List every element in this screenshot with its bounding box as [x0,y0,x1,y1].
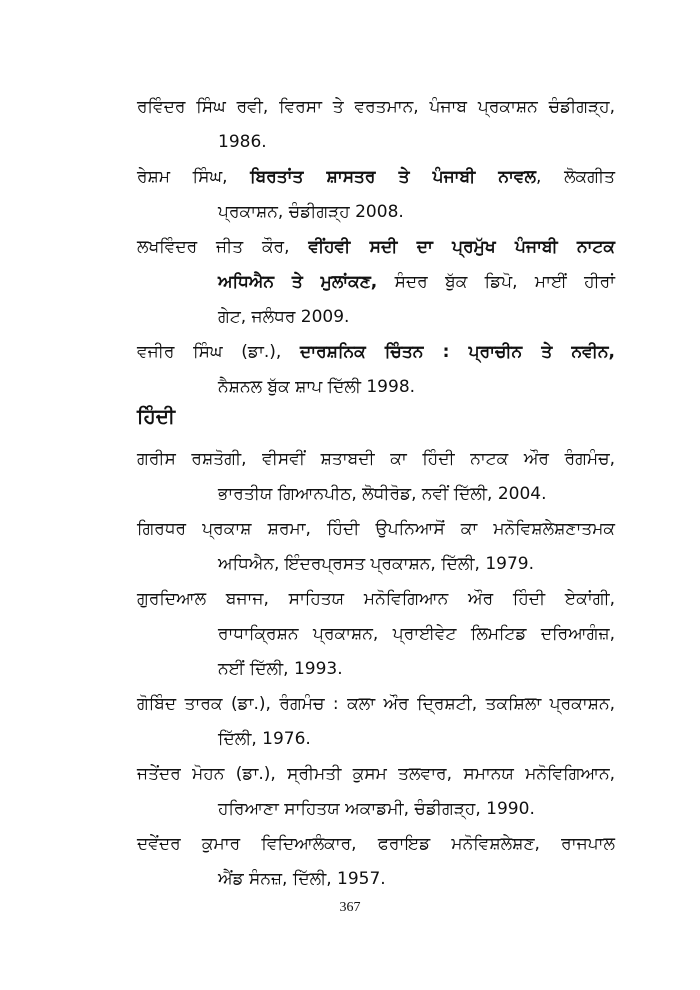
bibliography-entry-line: ਗੇਟ, ਜਲੰਧਰ 2009. [218,307,350,327]
bibliography-entry-line: ਰੇਸ਼ਮ ਸਿੰਘ, ਬਿਰਤਾਂਤ ਸ਼ਾਸਤਰ ਤੇ ਪੰਜਾਬੀ ਨਾਵਲ, ਲੋਕਗੀਤ [137,167,615,187]
bibliography-entry-line: ਰਾਧਾਕ੍ਰਿਸ਼ਨ ਪ੍ਰਕਾਸ਼ਨ, ਪ੍ਰਾਈਵੇਟ ਲਿਮਟਿਡ ਦਰਿਆਗੰਜ਼, [218,624,615,644]
bibliography-entry-line: ਦਵੇਂਦਰ ਕੁਮਾਰ ਵਿਦਿਆਲੰਕਾਰ, ਫਰਾਇਡ ਮਨੋਵਿਸ਼ਲੇਸ਼ਣ, ਰਾਜਪਾਲ [137,834,615,854]
bibliography-entry-line: ਗੁਰਦਿਆਲ ਬਜਾਜ, ਸਾਹਿਤਯ ਮਨੋਵਿਗਿਆਨ ਔਰ ਹਿੰਦੀ ਏਕਾਂਗੀ, [137,589,615,609]
bibliography-entry-line: ਵਜੀਰ ਸਿੰਘ (ਡਾ.), ਦਾਰਸ਼ਨਿਕ ਚਿੰਤਨ : ਪ੍ਰਾਚੀਨ ਤੇ ਨਵੀਨ, [137,342,615,362]
bibliography-entry-line: ਪ੍ਰਕਾਸ਼ਨ, ਚੰਡੀਗੜ੍ਹ 2008. [218,202,404,222]
section-heading: ਹਿੰਦੀ [137,404,175,428]
bibliography-entry-line: ਨੈਸ਼ਨਲ ਬੁੱਕ ਸ਼ਾਪ ਦਿੱਲੀ 1998. [218,377,416,397]
page-number: 367 [339,900,361,915]
bibliography-entry-line: ਅਧਿਐਨ, ਇੰਦਰਪ੍ਰਸਤ ਪ੍ਰਕਾਸ਼ਨ, ਦਿੱਲੀ, 1979. [218,554,535,574]
bibliography-entry-line: ਹਰਿਆਣਾ ਸਾਹਿਤਯ ਅਕਾਡਮੀ, ਚੰਡੀਗੜ੍ਹ, 1990. [218,799,535,819]
bibliography-entry-line: ਨਈਂ ਦਿੱਲੀ, 1993. [218,659,343,679]
bibliography-entry-line: ਐਂਡ ਸੰਨਜ਼, ਦਿੱਲੀ, 1957. [218,869,386,889]
bibliography-entry-line: ਗਰੀਸ ਰਸ਼ਤੋਗੀ, ਵੀਸਵੀਂ ਸ਼ਤਾਬਦੀ ਕਾ ਹਿੰਦੀ ਨਾਟਕ ਔਰ ਰੰਗਮੰਚ, [137,449,615,469]
bibliography-entry-line: ਗਿਰਧਰ ਪ੍ਰਕਾਸ਼ ਸ਼ਰਮਾ, ਹਿੰਦੀ ਉਪਨਿਆਸੋਂ ਕਾ ਮਨੋਵਿਸ਼ਲੇਸ਼ਣਾਤਮਕ [137,519,615,539]
bibliography-entry-line: ਭਾਰਤੀਯ ਗਿਆਨਪੀਠ, ਲੋਧੀਰੋਡ, ਨਵੀਂ ਦਿੱਲੀ, 2004. [218,484,547,504]
bibliography-entry-line: ਗੋਬਿੰਦ ਤਾਰਕ (ਡਾ.), ਰੰਗਮੰਚ : ਕਲਾ ਔਰ ਦ੍ਰਿਸ਼ਟੀ, ਤਕਸ਼ਿਲਾ ਪ੍ਰਕਾਸ਼ਨ, [137,694,615,714]
bibliography-entry-line: ਰਵਿੰਦਰ ਸਿੰਘ ਰਵੀ, ਵਿਰਸਾ ਤੇ ਵਰਤਮਾਨ, ਪੰਜਾਬ ਪ੍ਰਕਾਸ਼ਨ ਚੰਡੀਗੜ੍ਹ, [137,97,615,117]
bibliography-entry-line: ਲਖਵਿੰਦਰ ਜੀਤ ਕੌਰ, ਵੀਂਹਵੀ ਸਦੀ ਦਾ ਪ੍ਰਮੁੱਖ ਪੰਜਾਬੀ ਨਾਟਕ [137,237,615,257]
bibliography-entry-line: ਜਤੇਂਦਰ ਮੋਹਨ (ਡਾ.), ਸ੍ਰੀਮਤੀ ਕੁਸਮ ਤਲਵਾਰ, ਸਮਾਨਯ ਮਨੋਵਿਗਿਆਨ, [137,764,615,784]
bibliography-entry-line: ਅਧਿਐਨ ਤੇ ਮੁਲਾਂਕਣ, ਸੰਦਰ ਬੁੱਕ ਡਿਪੋ, ਮਾਈਂ ਹੀਰਾਂ [218,272,615,292]
bibliography-entry-line: ਦਿੱਲੀ, 1976. [218,729,311,749]
bibliography-entry-line: 1986. [218,132,267,152]
